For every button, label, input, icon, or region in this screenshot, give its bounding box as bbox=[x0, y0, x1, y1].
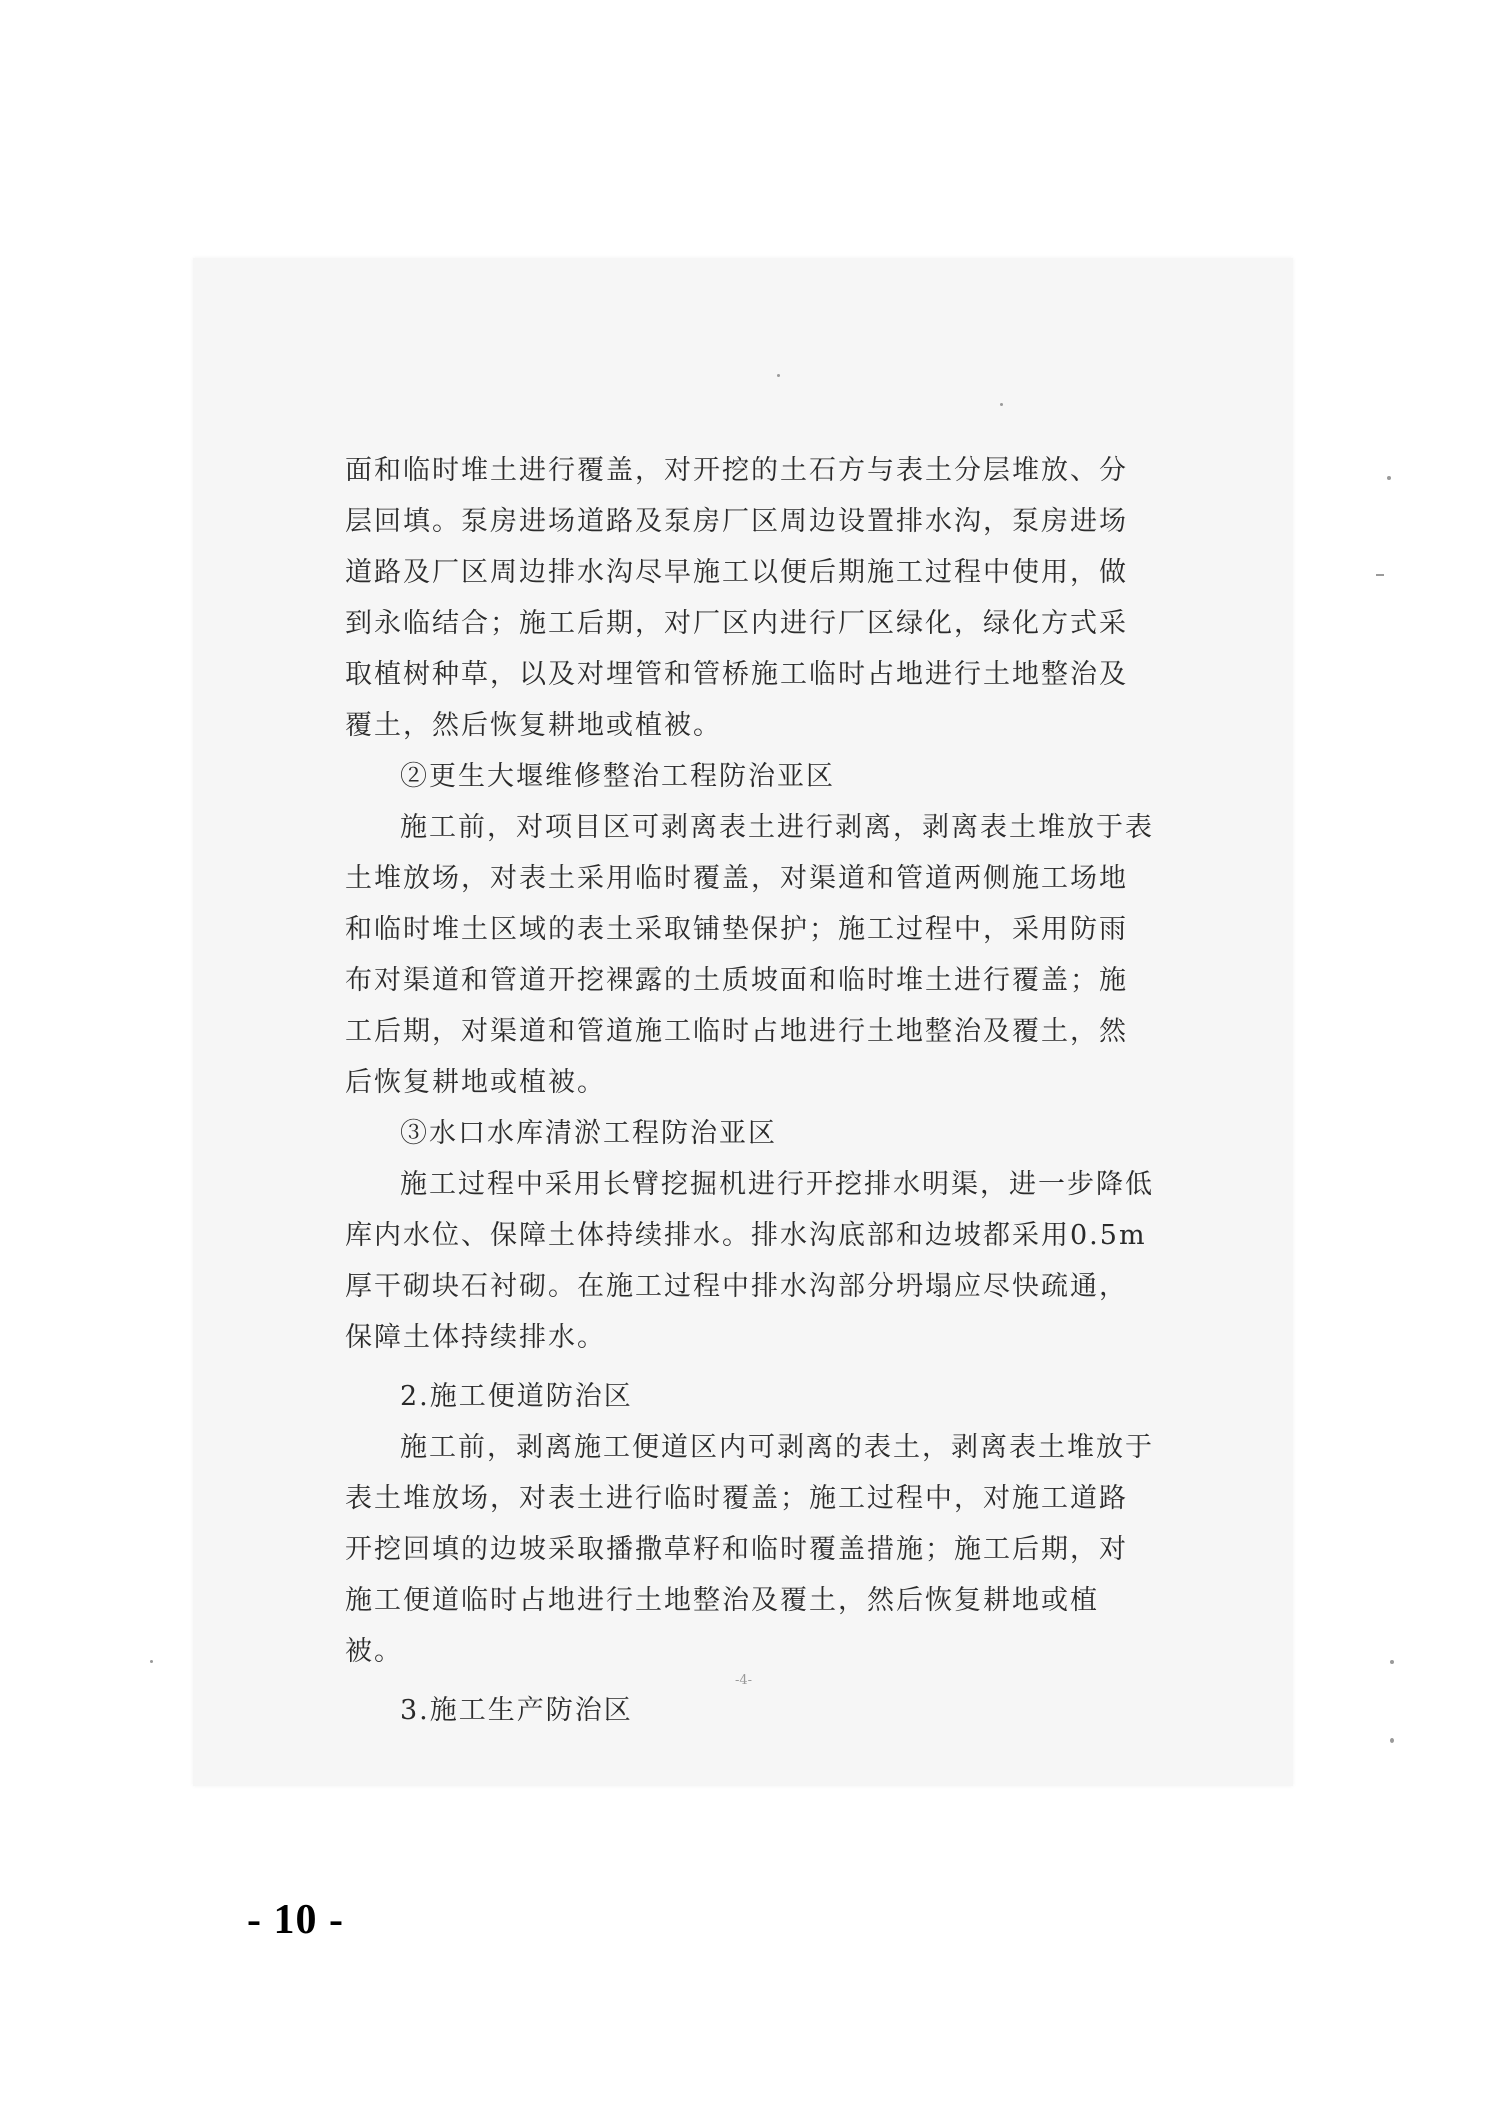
section-heading: ②更生大堰维修整治工程防治亚区 bbox=[400, 761, 835, 792]
paragraph: 面和临时堆土进行覆盖，对开挖的土石方与表土分层堆放、分层回填。泵房进场道路及泵房厂区周边设置排水沟，泵房进场道路及厂区周边排水沟尽早施工以便后期施工过程中使用，做到永临结合；施工后期，对厂区内进行厂区绿化，绿化方式采取植树种草，以及对埋管和管桥施工临时占地进行土地整治及覆土，然后恢复耕地或植被。 bbox=[345, 455, 1128, 741]
scan-speck bbox=[777, 374, 780, 377]
scan-speck bbox=[1387, 476, 1391, 480]
body-text bbox=[345, 445, 1155, 1736]
paragraph: 施工前，对项目区可剥离表土进行剥离，剥离表土堆放于表土堆放场，对表土采用临时覆盖，对渠道和管道两侧施工场地和临时堆土区域的表土采取铺垫保护；施工过程中，采用防雨布对渠道和管道开挖裸露的土质坡面和临时堆土进行覆盖；施工后期，对渠道和管道施工临时占地进行土地整治及覆土，然后恢复耕地或植被。 bbox=[345, 812, 1154, 1098]
inner-page-number: -4- bbox=[735, 1673, 753, 1688]
section-heading: ③水口水库清淤工程防治亚区 bbox=[400, 1118, 777, 1149]
scan-speck bbox=[1390, 1660, 1394, 1664]
page-number: - 10 - bbox=[247, 1897, 344, 1943]
scan-speck bbox=[150, 1660, 153, 1663]
scan-speck bbox=[1390, 1738, 1394, 1743]
section-heading: 2.施工便道防治区 bbox=[400, 1381, 633, 1412]
section-heading: 3.施工生产防治区 bbox=[400, 1695, 633, 1726]
paragraph: 施工过程中采用长臂挖掘机进行开挖排水明渠，进一步降低库内水位、保障土体持续排水。排水沟底部和边坡都采用0.5m厚干砌块石衬砌。在施工过程中排水沟部分坍塌应尽快疏通，保障土体持续排水。 bbox=[345, 1169, 1154, 1353]
scan-speck bbox=[1000, 403, 1003, 406]
scan-speck bbox=[1376, 574, 1384, 576]
paragraph: 施工前，剥离施工便道区内可剥离的表土，剥离表土堆放于表土堆放场，对表土进行临时覆盖；施工过程中，对施工道路开挖回填的边坡采取播撒草籽和临时覆盖措施；施工后期，对施工便道临时占地进行土地整治及覆土，然后恢复耕地或植被。 bbox=[345, 1432, 1154, 1667]
